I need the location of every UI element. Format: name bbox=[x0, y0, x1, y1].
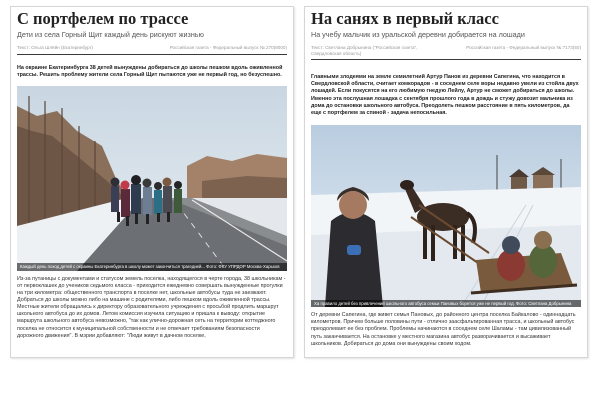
torn-edge bbox=[305, 347, 587, 357]
article-author: Текст: Ольга Шлёйн (Екатеринбург) bbox=[17, 45, 93, 50]
article-source: Российская газета - Федеральный выпуск № 270(8000) bbox=[169, 45, 287, 50]
title-divider bbox=[311, 59, 581, 60]
article-lead: Главными злодеями на земле семилетний Артур Панов из деревни Сапегина, что находится в Свердловской области, считает комкорадов - в соседнем селе воры недавно увели из стойла двух лошадей. Если покусятся на его любимую гнедую Лейлу, Артур не сможет добираться до школы. Именно эта послушная лошадка с сентября прошлого года в дождь и стужу довозит мальчика из дома до остановки школьного автобуса. Преодолеть пешком расстояние в пять километров, да еще с портфелем за спиной - задача непосильная. bbox=[311, 74, 579, 117]
horse-sled-photo bbox=[311, 125, 581, 307]
article-author: Текст: Светлана Добрынина ("Российская газета", Свердловская область) bbox=[311, 45, 418, 56]
article-body: От деревни Сапегина, где живет семья Пановых, до районного центра поселка Байкалово - одиннадцать километров. Причем больше половины пути - отлично заасфальтированная трасса, и школьный автобус преодолевает ее без проблем. Проблемы начинаются в соседнем селе Шаламы - там цивилизованный путь заканчивается. На остановке у местного магазина автобус разворачивается и высаживает школьников. Добираться до дома они вынуждены своим ходом. bbox=[311, 312, 576, 347]
article-title: На санях в первый класс bbox=[311, 9, 499, 28]
article-meta bbox=[17, 45, 287, 51]
article-photo bbox=[311, 125, 581, 307]
article-left bbox=[10, 6, 294, 358]
article-lead: На окраине Екатеринбурга 38 детей вынуждены добираться до школы пешком вдоль оживленной трассы. Решить проблему жители села Горный Щит пытаются уже не первый год, но безуспешно. bbox=[17, 64, 283, 78]
article-right bbox=[304, 6, 588, 358]
torn-edge bbox=[11, 347, 293, 357]
photo-caption: Ха правило детей без привлечений школьного автобуса семьи Пановых борется уже не первый год. Фото: Светлана Добрынина bbox=[311, 300, 581, 308]
title-divider bbox=[17, 54, 287, 55]
article-subtitle: На учебу мальчик из уральской деревни добирается на лошади bbox=[311, 30, 525, 39]
article-photo bbox=[17, 86, 287, 271]
article-source: Российская газета - Федеральный выпуск № 7173(50) bbox=[466, 45, 581, 50]
article-body: Из-за путаницы с документами и статусом земель поселка, находящегося в черте города, 38 школьникам - от первоклашек до учеников седьмого класса - приходится ежедневно совершать вынужденные прогулки на три километра: общественного транспорта в поселке нет, школьные автобусы туда не заезжают. Добраться до школы можно либо на машине с родителями, либо пешком вдоль оживленной трассы. Местные жители обращались к директору образовательного учреждения с просьбой продлить маршрут школьного автобуса до их домов. Летом комиссия изучила ситуацию и пришла к выводу: открытие маршрута школьного автобуса невозможно, "так как улично-дорожная сеть на территории коттеджного поселка не относится к муниципальной собственности и не отвечает требованиям безопасности дорожного движения". В мэрии добавляют: "Люди живут в дачном поселке, bbox=[17, 275, 286, 339]
article-title: С портфелем по трассе bbox=[17, 9, 189, 28]
article-meta bbox=[311, 45, 581, 56]
article-subtitle: Дети из села Горный Щит каждый день рискуют жизнью bbox=[17, 30, 204, 39]
photo-caption: Каждый день поход детей с окраины Екатеринбурга в школу может закончиться трагедией... Фото: ФКУ УПРДОР Москва-Харьков bbox=[17, 263, 287, 271]
road-children-photo bbox=[17, 86, 287, 271]
